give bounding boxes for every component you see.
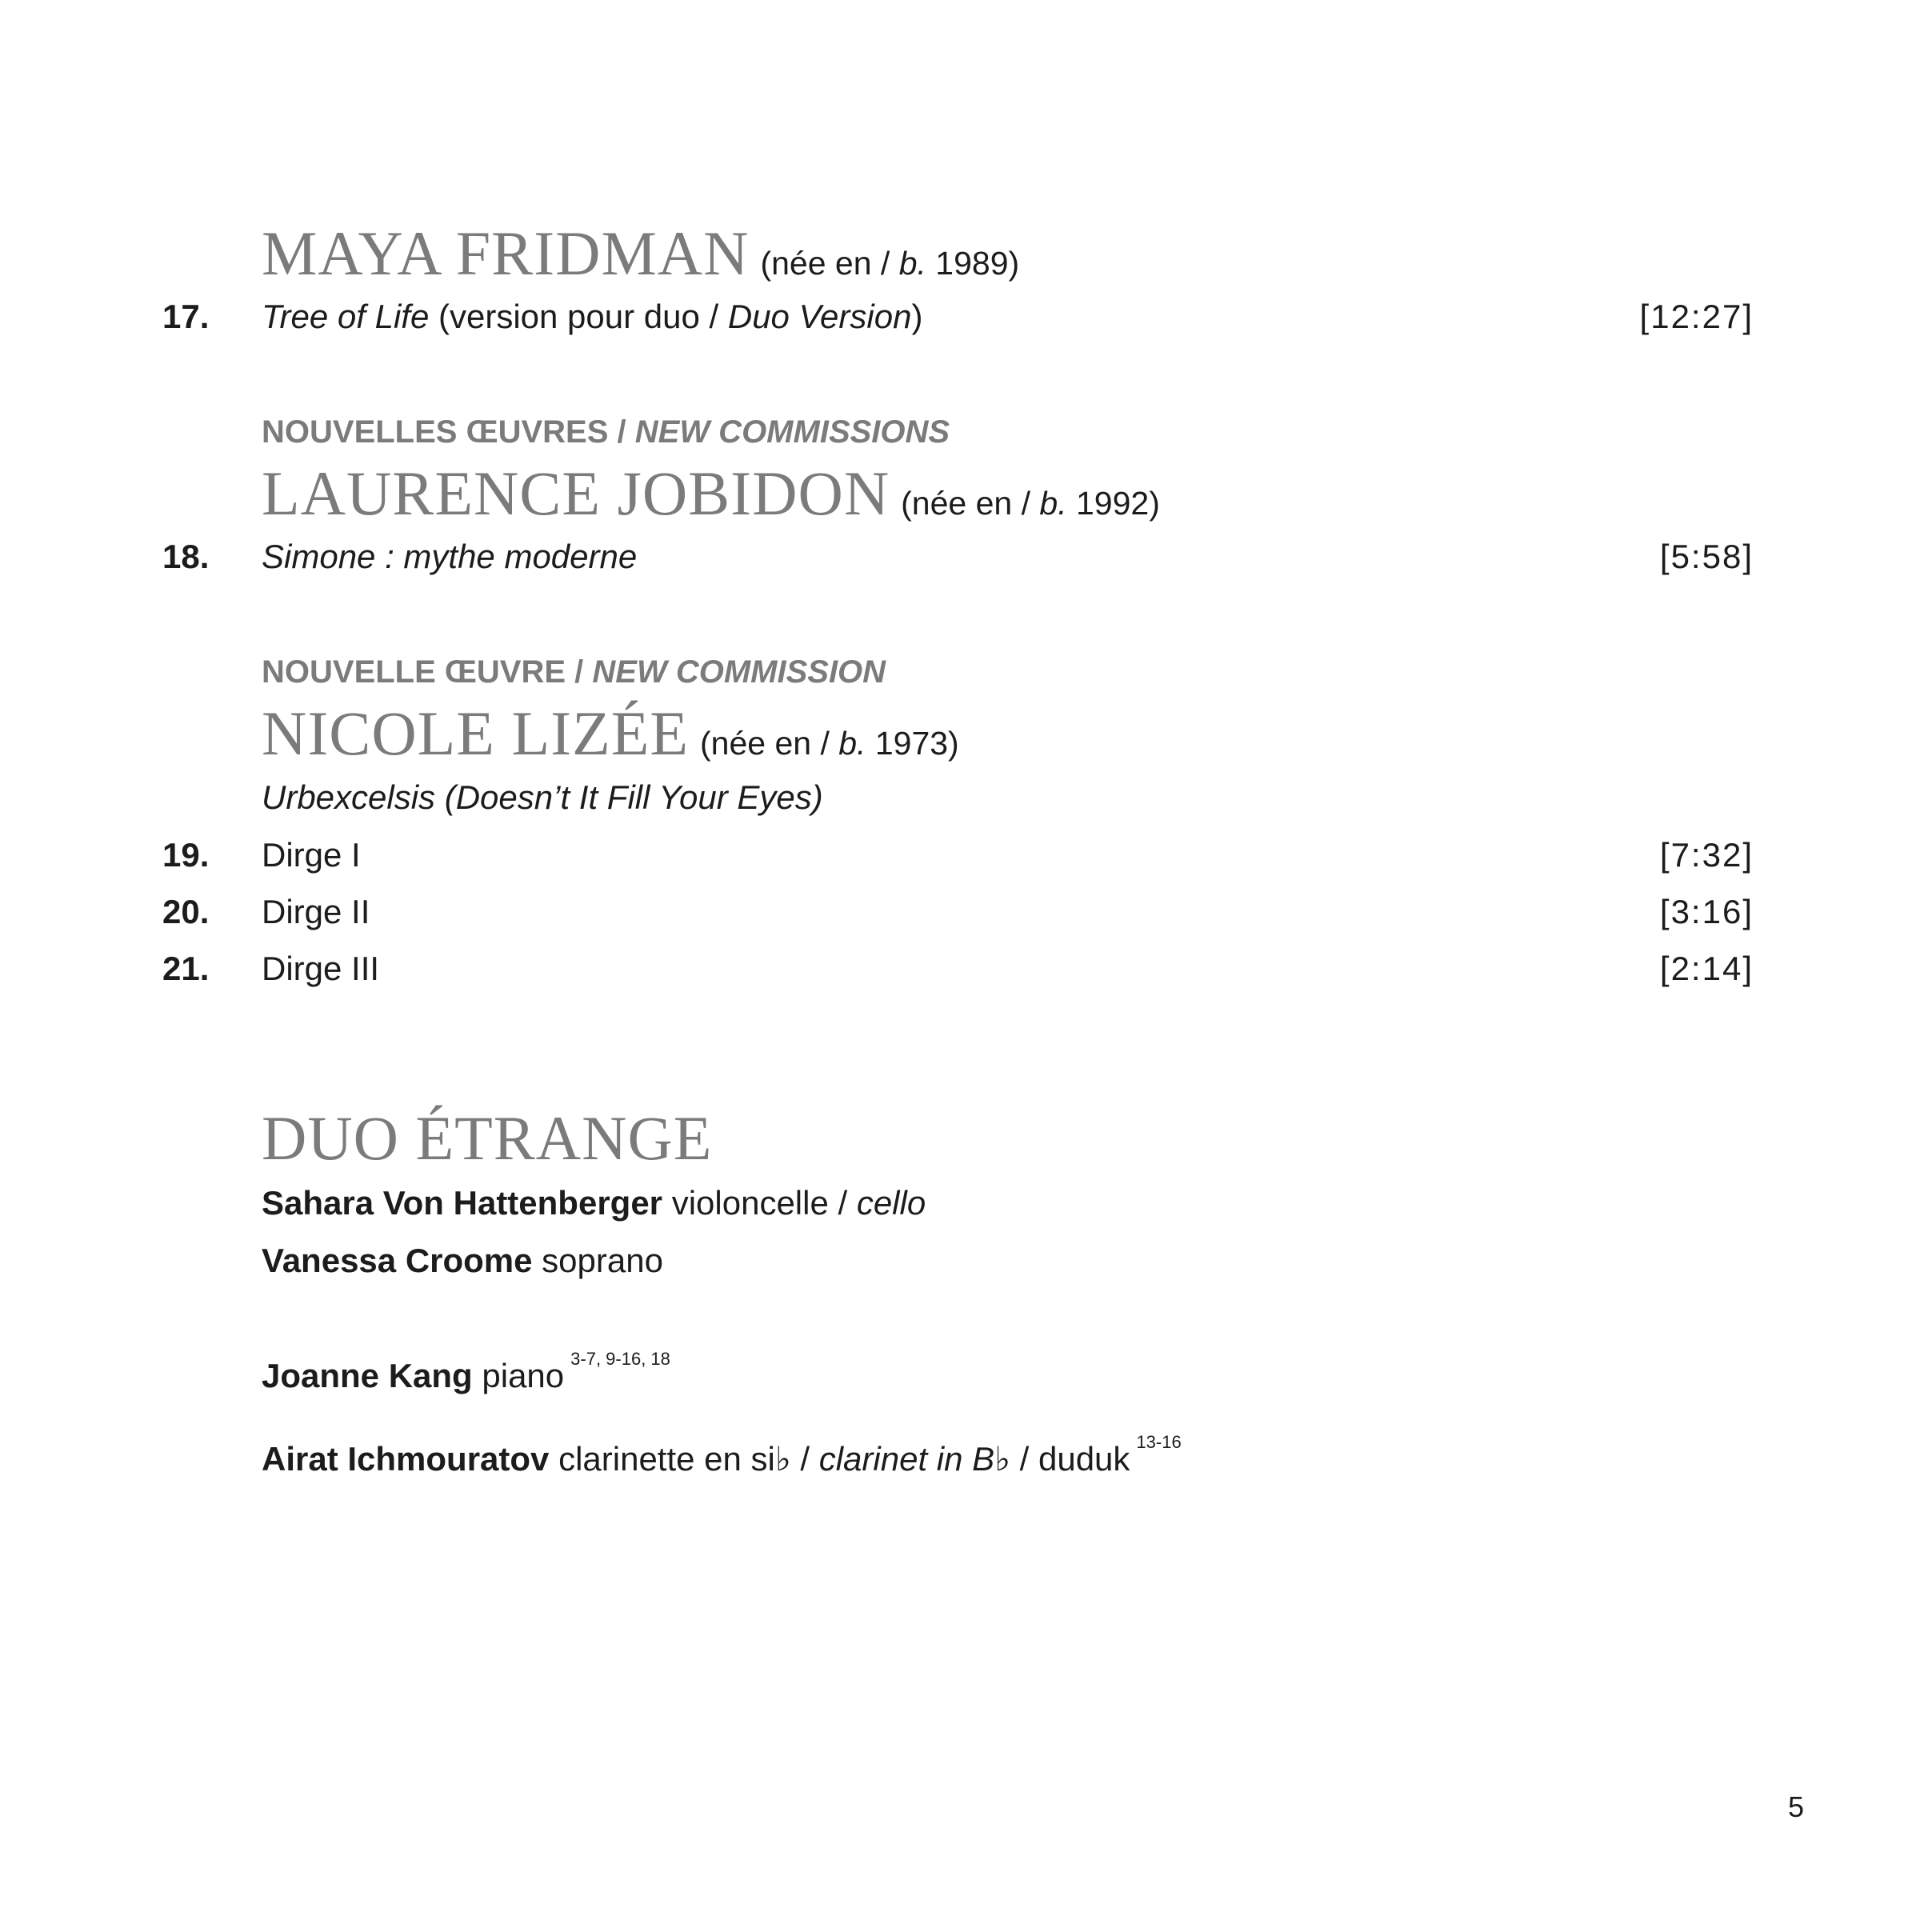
ensemble-title: DUO ÉTRANGE — [262, 1103, 713, 1173]
composer-dates: (née en / b. 1992) — [901, 485, 1160, 522]
flat-sign: ♭ — [774, 1439, 791, 1478]
track-duration: [3:16] — [1659, 893, 1754, 930]
track-row — [0, 538, 1932, 586]
track-title: Tree of Life (version pour duo / Duo Version) — [262, 298, 923, 335]
performer-line: Sahara Von Hattenberger violoncelle / cello — [262, 1184, 926, 1222]
track-row — [0, 950, 1932, 998]
track-number: 20. — [162, 893, 210, 930]
composer-name: LAURENCE JOBIDON — [262, 458, 890, 528]
track-row — [0, 298, 1932, 346]
track-reference: 3-7, 9-16, 18 — [570, 1349, 670, 1369]
track-title: Dirge III — [262, 950, 380, 987]
composer-name: NICOLE LIZÉE — [262, 698, 690, 768]
composer-heading-fridman — [262, 218, 1019, 290]
track-duration: [12:27] — [1639, 298, 1754, 335]
track-title: Dirge I — [262, 836, 361, 874]
composer-heading-jobidon — [262, 458, 1160, 530]
track-number: 19. — [162, 836, 210, 874]
composer-heading-lizee — [262, 698, 959, 770]
performer-name: Vanessa Croome — [262, 1242, 533, 1279]
track-duration: [7:32] — [1659, 836, 1754, 874]
track-duration: [2:14] — [1659, 950, 1754, 987]
commission-label: NOUVELLE ŒUVRE / NEW COMMISSION — [262, 654, 886, 690]
composer-dates: (née en / b. 1989) — [760, 245, 1020, 282]
performer-line: Vanessa Croome soprano — [262, 1242, 663, 1279]
track-row — [0, 836, 1932, 884]
composer-dates: (née en / b. 1973) — [700, 725, 959, 762]
track-title: Dirge II — [262, 893, 370, 930]
track-reference: 13-16 — [1136, 1432, 1182, 1452]
composer-name: MAYA FRIDMAN — [262, 218, 750, 288]
track-row — [0, 893, 1932, 941]
track-number: 18. — [162, 538, 210, 575]
commission-label: NOUVELLES ŒUVRES / NEW COMMISSIONS — [262, 414, 950, 450]
page-number: 5 — [1787, 1790, 1804, 1823]
track-number: 17. — [162, 298, 210, 335]
flat-sign: ♭ — [994, 1439, 1010, 1478]
performer-name: Sahara Von Hattenberger — [262, 1184, 663, 1222]
guest-performer-line: Joanne Kang piano $^{3-7, 9-16, 18}$ — [262, 1349, 670, 1394]
performer-name: Joanne Kang — [262, 1357, 473, 1394]
track-number: 21. — [162, 950, 210, 987]
work-title: Urbexcelsis (Doesn’t It Fill Your Eyes) — [262, 778, 823, 816]
performer-name: Airat Ichmouratov — [262, 1440, 550, 1478]
track-duration: [5:58] — [1659, 538, 1754, 575]
track-title: Simone : mythe moderne — [262, 538, 638, 575]
guest-performer-line: Airat Ichmouratov clarinette en si♭ / clarinet in B♭ / duduk $^{13-16}$ — [262, 1432, 1182, 1478]
